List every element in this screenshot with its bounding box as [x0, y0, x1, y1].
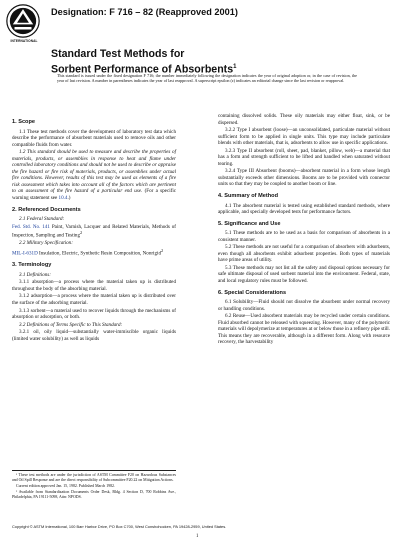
footnote-1: ¹ These test methods are under the jurisdiction of ASTM Committee F20 on Hazardous Substances and Oil Spill Response and are the direct responsibility of Subcommittee F20.22 on Mitigation Actions.: [12, 473, 176, 482]
title-line-1: Standard Test Methods for: [51, 48, 185, 60]
issuance-note: This standard is issued under the fixed designation F 716; the number immediately following the designation indicates the year of original adoption or, in the case of revision, the year of last revision. A number in parentheses indicates the year of last reapproval. A superscript epsilon (ε) indicates an editorial change since the last revision or reapproval.: [57, 73, 357, 84]
mil-spec-entry: [12, 248, 176, 257]
logo-caption: INTERNATIONAL: [10, 39, 38, 43]
fed-std-entry: [12, 224, 176, 240]
designation: Designation: F 716 – 82 (Reapproved 2001): [51, 7, 238, 17]
para-6-2: 6.2 Reuse—Used absorbent materials may be recycled under certain conditions. Fluid absorbed cannot be released with squeezing. However, many of the polymeric materials will depolymerize at temperatures at or below those in a refinery pipe still. This means they are recoverable, although in a different form. Along with resource recovery, the harvestability: [218, 313, 390, 346]
para-5-3: 5.3 These methods may not list all the safety and disposal options necessary for safe ultimate disposal of used sorbent material into the environment. Federal, state, and local regulatory rules must be followed.: [218, 264, 390, 285]
para-3-2-3: 3.2.3 Type II absorbent (roll, sheet, pad, blanket, pillow, web)—a material that has a form and strength sufficient to be lifted and handled when saturated without tearing.: [218, 147, 390, 167]
para-5-2: 5.2 These methods are not useful for a comparison of absorbers with adsorbents, even though all absorbents exhibit adsorbent properties. Both types of materials have prime areas of utility.: [218, 244, 390, 264]
para-3-2: 3.2 Definitions of Terms Specific to This Standard:: [19, 321, 123, 328]
fed-std-footnote: 2: [80, 230, 83, 236]
fed-std-desc: Paint, Varnish, Lacquer and Related Materials, Methods of Inspection, Sampling and Testing: [12, 223, 176, 239]
para-6-1: 6.1 Solubility—Fluid should not dissolve the absorbent under normal recovery or handling conditions.: [218, 299, 390, 312]
page-number: 1: [196, 534, 199, 539]
para-continued: containing dissolved solids. These oily materials may either float, sink, or be dispersed.: [218, 113, 390, 126]
para-1-2-tail: (For a specific warning statement see: [12, 188, 176, 202]
copyright-notice: Copyright © ASTM International, 100 Barr Harbor Drive, PO Box C700, West Conshohocken, PA 19428-2959, United States.: [12, 524, 227, 529]
mil-spec-desc: Insulation, Electric, Synthetic Resin Composition, Nonrigid: [39, 250, 161, 257]
title-line-2-text: Sorbent Performance of Absorbents: [51, 63, 234, 76]
para-3-1-3: 3.1.3 sorbent—a material used to recover liquids through the mechanisms of absorption or adsorption, or both.: [12, 307, 176, 321]
summary-heading: 4. Summary of Method: [218, 193, 278, 200]
para-3-2-2: 3.2.2 Type I absorbent (loose)—an unconsolidated, particulate material without sufficient form to be applied in single units. This type may include particulate blends with other materials, that is, adsorbents to allow use in specific applications.: [218, 127, 390, 147]
document-title: [51, 48, 236, 76]
para-1-2-text: 1.2 This standard should be used to measure and describe the properties of materials, products, or assemblies in response to heat and flame under controlled laboratory conditions and should not be used to describe or appraise the fire hazard or fire risk of materials, products, or assemblies under actual fire conditions. However, results of this test may be used as elements of a fire risk assessment which takes into account all of the factors which are pertinent to an assessment of the fire hazard of a particular end use.: [12, 149, 176, 195]
para-3-1-2: 3.1.2 adsorption—a process where the material taken up is distributed over the surface of the adsorbing material.: [12, 293, 176, 306]
para-3-1: 3.1 Definitions:: [19, 271, 51, 278]
para-5-1: 5.1 These methods are to be used as a basis for comparison of absorbents in a consistent manner.: [218, 230, 390, 243]
para-3-1-1: 3.1.1 absorption—a process where the material taken up is distributed throughout the body of the absorbing material.: [12, 279, 176, 292]
para-1-1: 1.1 These test methods cover the development of laboratory test data which describe the performance of absorbent materials used to remove oils and other compatible fluids from water.: [12, 128, 176, 148]
para-1-2-end: .): [67, 195, 71, 202]
mil-spec-link[interactable]: MIL-I-631D: [12, 250, 38, 257]
para-1-2: [12, 149, 176, 201]
scope-heading: 1. Scope: [12, 119, 36, 125]
mil-spec-footnote: 2: [161, 247, 164, 253]
astm-logo: [6, 4, 40, 38]
footnotes: [12, 470, 176, 501]
para-4-1: 4.1 The absorbent material is tested using established standard methods, where applicable, and specially developed tests for performance factors.: [218, 202, 390, 216]
fed-std-link[interactable]: Fed. Std. No. 141: [12, 223, 50, 230]
footnote-2: ² Available from Standardization Documents Order Desk, Bldg. 4 Section D, 700 Robbins Ave., Philadelphia, PA 19111-5098, Attn: NPODS.: [12, 490, 176, 500]
para-2-2: 2.2 Military Specification:: [19, 240, 73, 247]
right-column: [218, 113, 390, 347]
significance-heading: 5. Significance and Use: [218, 220, 281, 227]
footnote-1-edition: Current edition approved Jan. 15, 1982. Published March 1982.: [16, 484, 115, 489]
section-10-4-link[interactable]: 10.4: [58, 195, 68, 202]
terminology-heading: 3. Terminology: [12, 262, 52, 269]
para-3-2-4: 3.2.4 Type III Absorbent (booms)—absorbent material in a form whose length substantially exceeds other dimensions. Booms are to be provided with connector units so that they may be coupled to another boom or line.: [218, 168, 390, 188]
referenced-documents-heading: 2. Referenced Documents: [12, 206, 81, 213]
special-considerations-heading: 6. Special Considerations: [218, 289, 287, 296]
title-footnote-mark: 1: [233, 63, 237, 70]
para-2-1: 2.1 Federal Standard:: [19, 216, 65, 223]
left-column: [12, 114, 176, 343]
para-3-2-1: 3.2.1 oil, oily liquid—substantially water-immiscible organic liquids (limited water solubility) as well as liquids: [12, 329, 176, 342]
